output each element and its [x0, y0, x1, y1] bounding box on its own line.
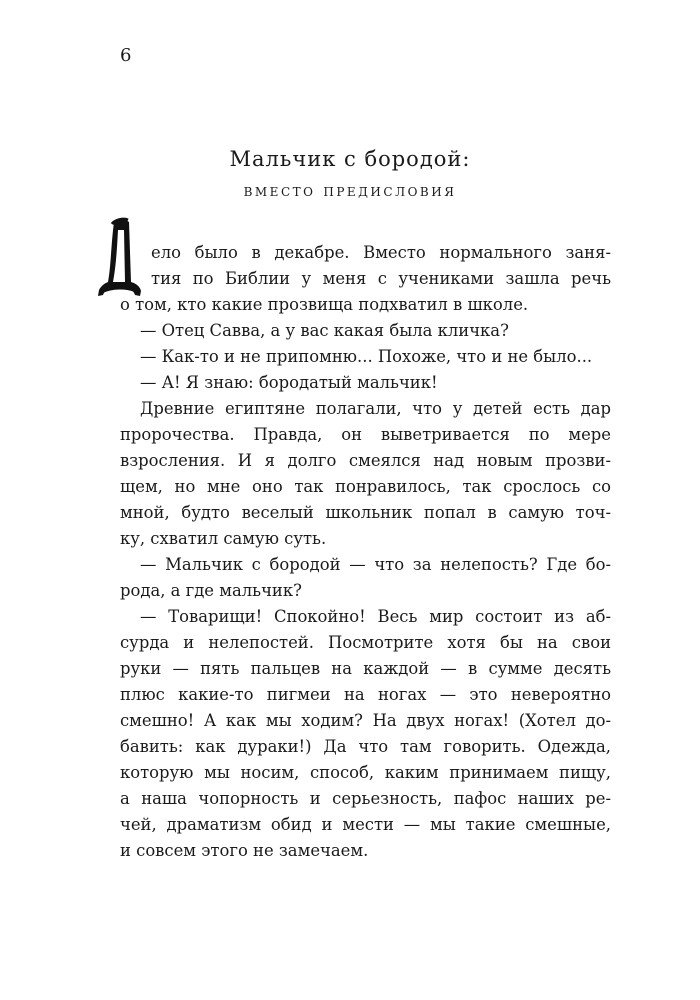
- text-line: щем, но мне оно так понравилось, так срослось со: [120, 477, 611, 496]
- text-line: плюс какие-то пигмеи на ногах — это невероятно: [120, 685, 611, 704]
- text-line: ело было в декабре. Вместо нормального заня-: [151, 243, 611, 262]
- chapter-subtitle: вместо предисловия: [243, 181, 457, 201]
- dialogue-line: — Товарищи! Спокойно! Весь мир состоит из аб-: [140, 607, 611, 626]
- text-line: чей, драматизм обид и мести — мы такие смешные,: [120, 815, 611, 834]
- dialogue-line: — Отец Савва, а у вас какая была кличка?: [140, 321, 509, 340]
- text-line: которую мы носим, способ, каким принимаем пищу,: [120, 763, 611, 782]
- text-line: рода, а где мальчик?: [120, 581, 302, 600]
- body-text: [120, 240, 611, 864]
- text-line: тия по Библии у меня с учениками зашла речь: [151, 269, 611, 288]
- page-number: 6: [120, 45, 132, 66]
- text-line: ку, схватил самую суть.: [120, 529, 327, 548]
- text-line: взросления. И я долго смеялся над новым прозви-: [120, 451, 611, 470]
- dialogue-line: — Как-то и не припомню... Похоже, что и не было...: [140, 347, 593, 366]
- text-line: бавить: как дураки!) Да что там говорить. Одежда,: [120, 737, 611, 756]
- text-line: и совсем этого не замечаем.: [120, 841, 369, 860]
- text-line: руки — пять пальцев на каждой — в сумме десять: [120, 659, 611, 678]
- text-line: сурда и нелепостей. Посмотрите хотя бы на свои: [120, 633, 611, 652]
- dialogue-line: — А! Я знаю: бородатый мальчик!: [140, 373, 438, 392]
- chapter-heading: [0, 142, 700, 206]
- text-line: пророчества. Правда, он выветривается по мере: [120, 425, 611, 444]
- text-line: о том, кто какие прозвища подхватил в школе.: [120, 295, 529, 314]
- chapter-title: Мальчик с бородой:: [229, 147, 471, 171]
- text-line: Древние египтяне полагали, что у детей есть дар: [140, 399, 611, 418]
- dialogue-line: — Мальчик с бородой — что за нелепость? Где бо-: [140, 555, 611, 574]
- text-line: мной, будто веселый школьник попал в самую точ-: [120, 503, 611, 522]
- text-line: а наша чопорность и серьезность, пафос наших ре-: [120, 789, 611, 808]
- text-line: смешно! А как мы ходим? На двух ногах! (Хотел до-: [120, 711, 611, 730]
